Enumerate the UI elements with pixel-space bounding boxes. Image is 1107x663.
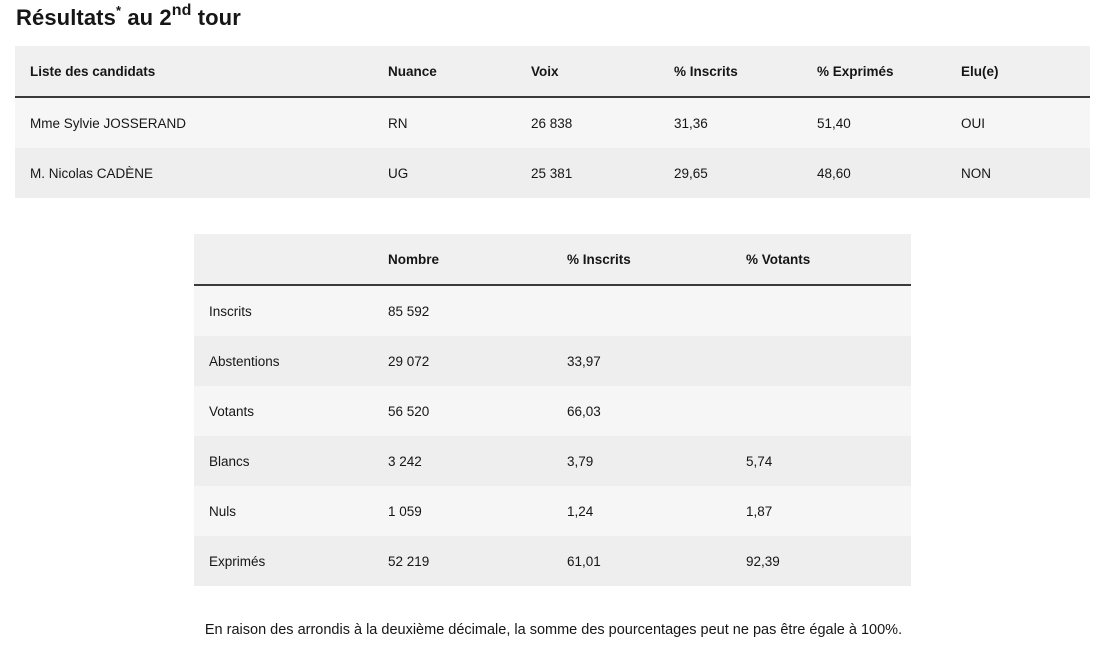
candidate-name: Mme Sylvie JOSSERAND bbox=[15, 97, 373, 148]
title-main: Résultats bbox=[16, 5, 116, 30]
row-nombre: 85 592 bbox=[373, 285, 552, 336]
results-title bbox=[16, 0, 241, 36]
row-nombre: 52 219 bbox=[373, 536, 552, 586]
candidate-elu: OUI bbox=[946, 97, 1090, 148]
header-voix: Voix bbox=[516, 46, 659, 97]
row-label: Exprimés bbox=[194, 536, 373, 586]
row-label: Blancs bbox=[194, 436, 373, 486]
candidate-pct-inscrits: 29,65 bbox=[659, 148, 802, 198]
header-pct-votants: % Votants bbox=[731, 234, 911, 285]
row-pct-inscrits: 3,79 bbox=[552, 436, 731, 486]
candidates-table bbox=[15, 46, 1090, 198]
participation-header-row bbox=[194, 234, 911, 285]
row-nombre: 3 242 bbox=[373, 436, 552, 486]
header-pct-exprimes: % Exprimés bbox=[802, 46, 946, 97]
candidates-header-row bbox=[15, 46, 1090, 97]
row-pct-inscrits: 33,97 bbox=[552, 336, 731, 386]
candidate-name: M. Nicolas CADÈNE bbox=[15, 148, 373, 198]
table-row bbox=[194, 285, 911, 336]
table-row bbox=[15, 97, 1090, 148]
table-row bbox=[194, 386, 911, 436]
row-pct-votants: 92,39 bbox=[731, 536, 911, 586]
row-pct-inscrits: 1,24 bbox=[552, 486, 731, 536]
participation-table bbox=[194, 234, 911, 586]
header-pct-inscrits: % Inscrits bbox=[659, 46, 802, 97]
row-pct-votants bbox=[731, 386, 911, 436]
title-asterisk: * bbox=[115, 2, 122, 18]
candidate-voix: 26 838 bbox=[516, 97, 659, 148]
title-middle: au 2 bbox=[121, 5, 172, 30]
candidate-voix: 25 381 bbox=[516, 148, 659, 198]
header-nuance: Nuance bbox=[373, 46, 516, 97]
table-row bbox=[194, 436, 911, 486]
row-label: Abstentions bbox=[194, 336, 373, 386]
candidate-pct-exprimes: 48,60 bbox=[802, 148, 946, 198]
row-nombre: 56 520 bbox=[373, 386, 552, 436]
title-end: tour bbox=[191, 5, 241, 30]
header-pct-inscrits: % Inscrits bbox=[552, 234, 731, 285]
header-liste-des-candidats: Liste des candidats bbox=[15, 46, 373, 97]
row-pct-votants: 1,87 bbox=[731, 486, 911, 536]
row-label: Votants bbox=[194, 386, 373, 436]
header-nombre: Nombre bbox=[373, 234, 552, 285]
row-label: Inscrits bbox=[194, 285, 373, 336]
candidate-nuance: RN bbox=[373, 97, 516, 148]
table-row bbox=[194, 336, 911, 386]
rounding-footnote: En raison des arrondis à la deuxième décimale, la somme des pourcentages peut ne pas être égale à 100%. bbox=[204, 622, 903, 638]
header-elu: Elu(e) bbox=[946, 46, 1090, 97]
row-nombre: 1 059 bbox=[373, 486, 552, 536]
row-pct-votants: 5,74 bbox=[731, 436, 911, 486]
candidate-nuance: UG bbox=[373, 148, 516, 198]
header-blank bbox=[194, 234, 373, 285]
row-pct-inscrits: 61,01 bbox=[552, 536, 731, 586]
candidate-pct-inscrits: 31,36 bbox=[659, 97, 802, 148]
table-row bbox=[194, 536, 911, 586]
row-pct-inscrits: 66,03 bbox=[552, 386, 731, 436]
row-pct-votants bbox=[731, 336, 911, 386]
title-ordinal: nd bbox=[171, 1, 192, 19]
row-label: Nuls bbox=[194, 486, 373, 536]
table-row bbox=[194, 486, 911, 536]
candidate-elu: NON bbox=[946, 148, 1090, 198]
table-row bbox=[15, 148, 1090, 198]
row-pct-votants bbox=[731, 285, 911, 336]
candidate-pct-exprimes: 51,40 bbox=[802, 97, 946, 148]
row-nombre: 29 072 bbox=[373, 336, 552, 386]
row-pct-inscrits bbox=[552, 285, 731, 336]
